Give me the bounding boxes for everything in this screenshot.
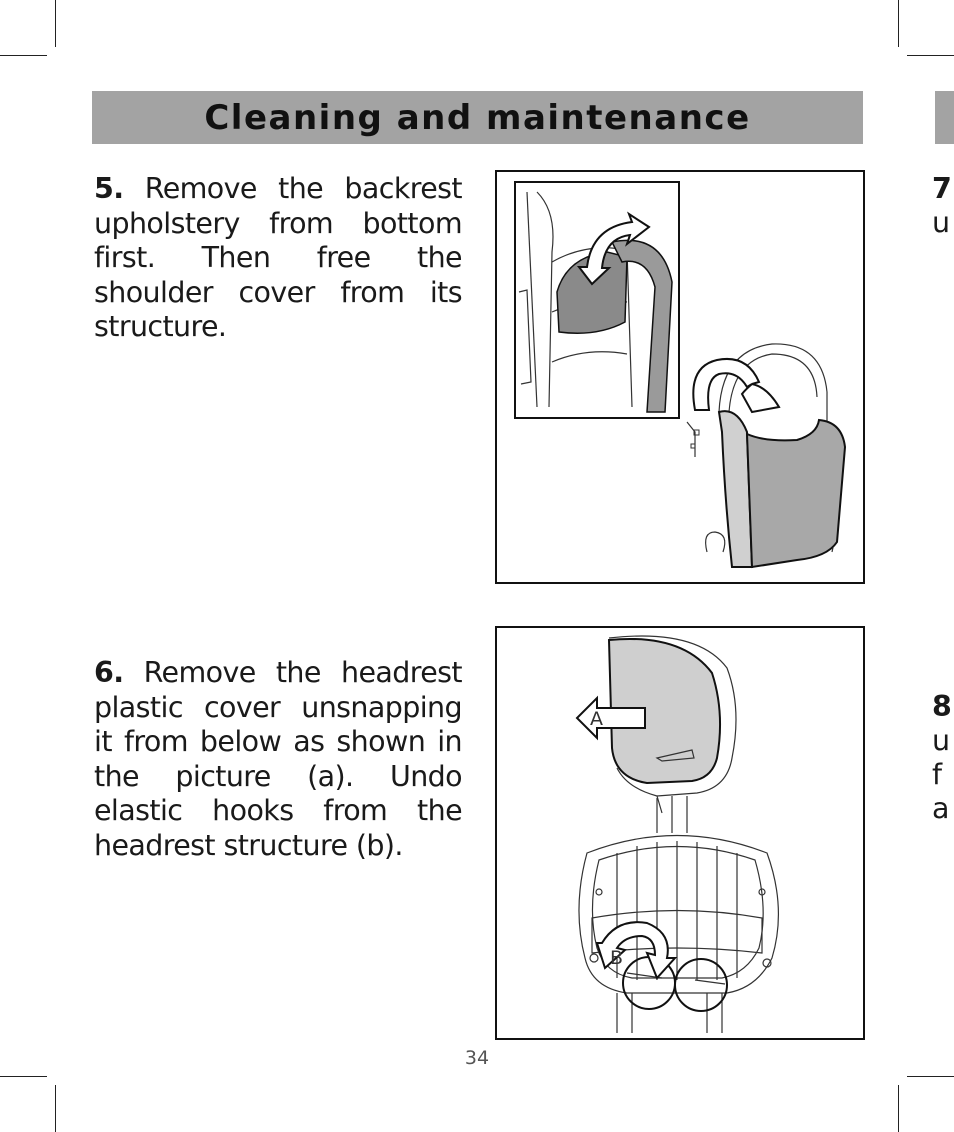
crop-mark [907,55,954,56]
step-number: 6. [94,656,124,689]
next-page-header-edge [935,91,954,144]
section-header [92,91,863,144]
next-page-text: f [932,758,943,791]
figure-headrest-cover [495,626,865,1040]
crop-mark [898,1085,899,1132]
next-page-text: a [932,792,950,825]
step-5 [94,172,462,345]
next-page-text: u [932,206,951,239]
step-text: Remove the headrest plastic cover unsnapping it from below as shown in the picture (a). Undo elastic hooks from the headrest structure (b). [94,656,462,862]
crop-mark [0,1076,47,1077]
section-title: Cleaning and maintenance [204,97,751,138]
figure-backrest-removal [495,170,865,584]
crop-mark [898,0,899,47]
crop-mark [55,0,56,47]
figure-label-b: B [610,947,624,969]
figure-label-a: A [590,708,603,730]
step-number: 5. [94,172,124,205]
step-text: Remove the backrest upholstery from bottom first. Then free the shoulder cover from its structure. [94,172,462,343]
next-page-text: 8 [932,690,952,723]
crop-mark [907,1076,954,1077]
crop-mark [55,1085,56,1132]
next-page-text: u [932,724,951,757]
next-page-text: 7 [932,172,952,205]
page-number: 34 [464,1047,490,1069]
step-6 [94,656,462,863]
crop-mark [0,55,47,56]
